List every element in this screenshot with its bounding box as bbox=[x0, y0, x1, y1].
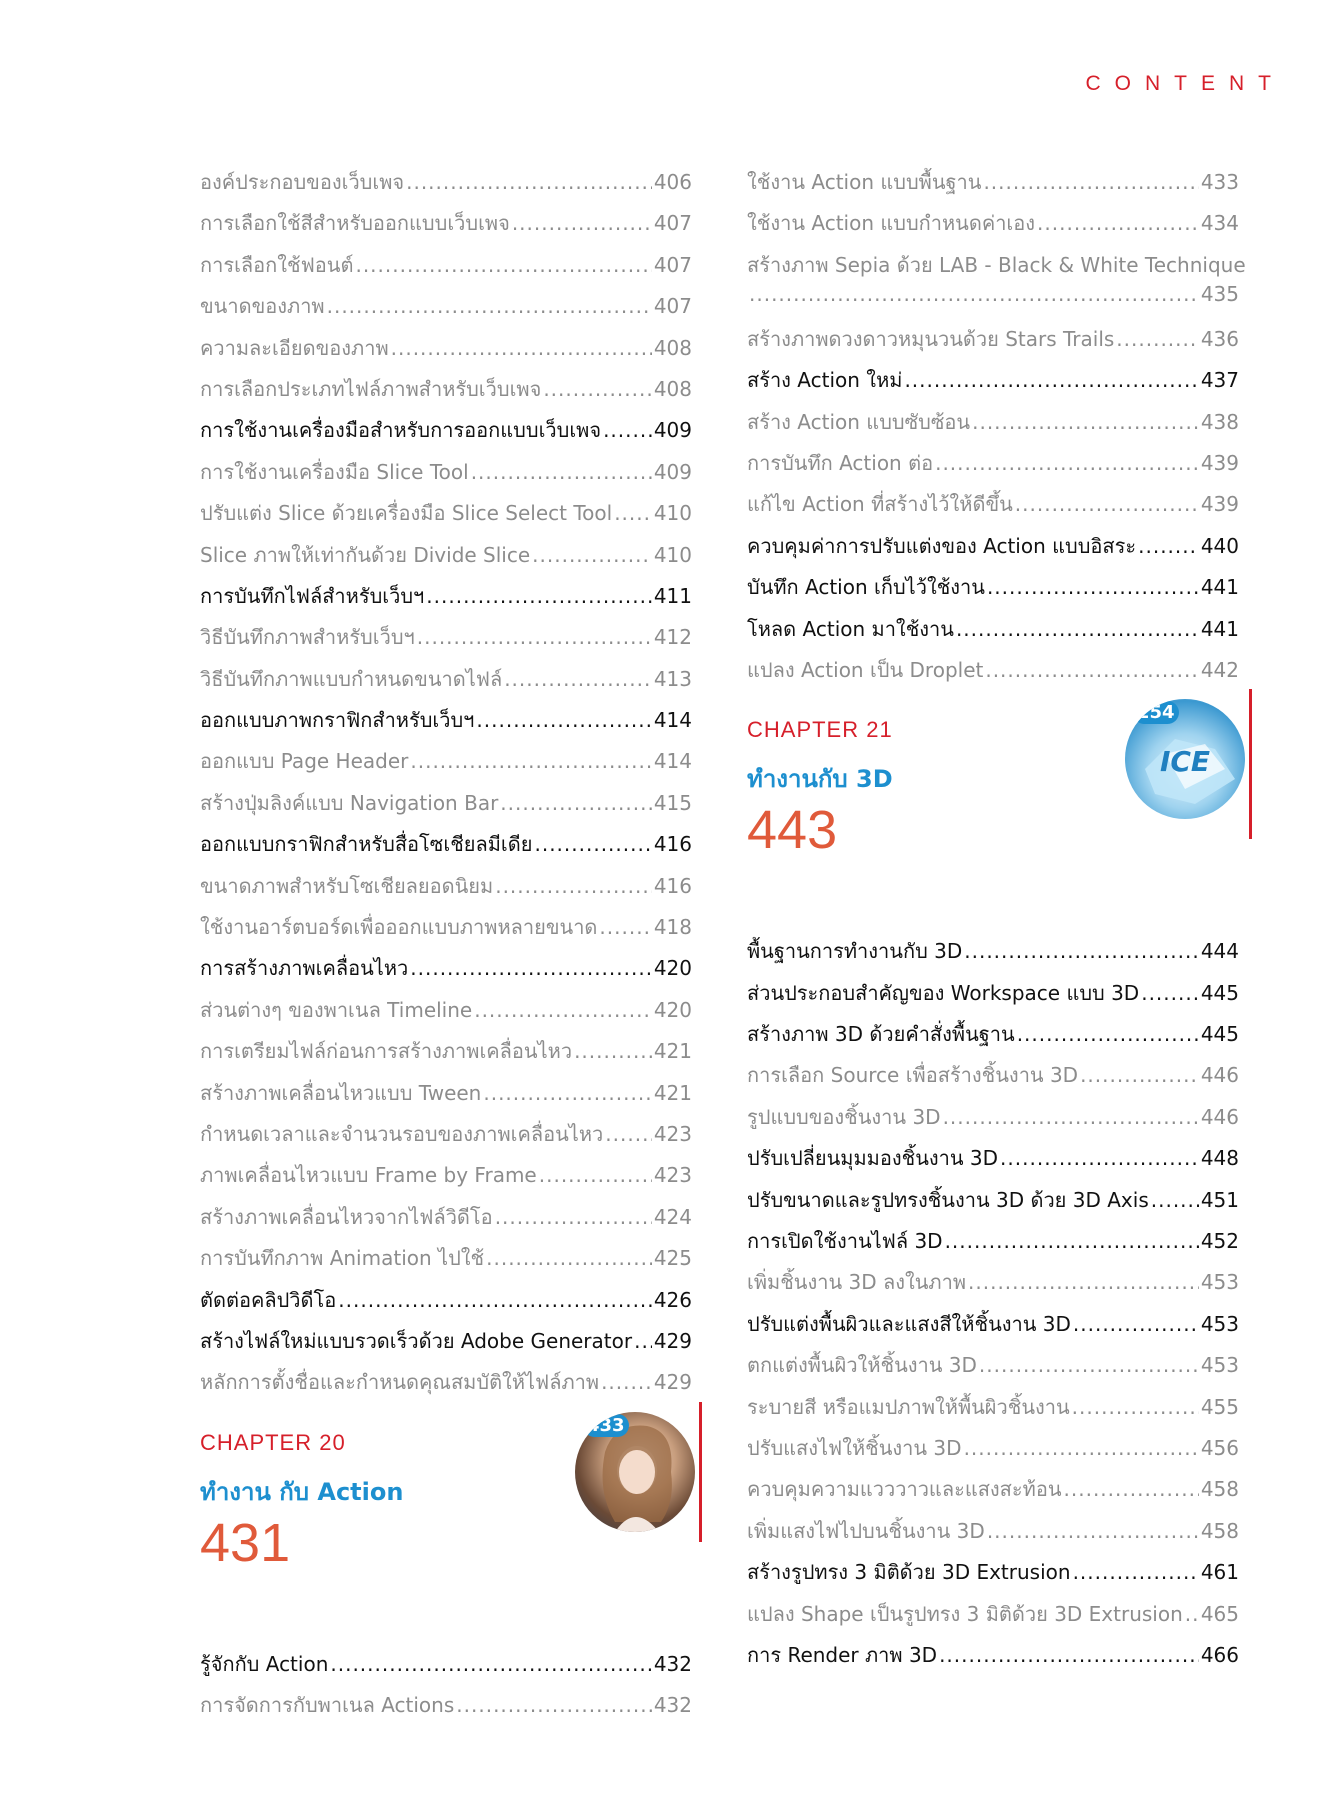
toc-entry-title: ปรับขนาดและรูปทรงชิ้นงาน 3D ด้วย 3D Axis bbox=[747, 1187, 1149, 1212]
toc-leader-dots bbox=[968, 1270, 1199, 1294]
toc-entry[interactable] bbox=[200, 290, 692, 331]
toc-column-left bbox=[200, 166, 692, 1731]
toc-leader-dots bbox=[512, 211, 652, 235]
toc-entry[interactable] bbox=[747, 1473, 1239, 1514]
toc-entry[interactable] bbox=[200, 1077, 692, 1118]
toc-entry-title: Slice ภาพให้เท่ากันด้วย Divide Slice bbox=[200, 542, 531, 567]
toc-entry-title: ใช้งานอาร์ตบอร์ดเพื่อออกแบบภาพหลายขนาด bbox=[200, 915, 598, 940]
toc-entry-page: 453 bbox=[1200, 1270, 1239, 1295]
toc-entry-title: วิธีบันทึกภาพสำหรับเว็บฯ bbox=[200, 625, 415, 650]
toc-leader-dots bbox=[987, 1519, 1199, 1543]
toc-entry-page: 455 bbox=[1200, 1394, 1239, 1419]
toc-entry-page: 465 bbox=[1200, 1601, 1239, 1626]
toc-entry[interactable] bbox=[200, 207, 692, 248]
toc-entry[interactable] bbox=[200, 249, 692, 290]
toc-entry-title: การ Render ภาพ 3D bbox=[747, 1642, 938, 1667]
toc-entry-title: ส่วนประกอบสำคัญของ Workspace แบบ 3D bbox=[747, 980, 1140, 1005]
toc-entry-page: 410 bbox=[653, 542, 692, 567]
toc-entry-title: สร้าง Action ใหม่ bbox=[747, 368, 903, 393]
toc-entry-title: ปรับแสงไฟให้ชิ้นงาน 3D bbox=[747, 1435, 962, 1460]
toc-entry-page: 413 bbox=[653, 666, 692, 691]
toc-leader-dots bbox=[987, 575, 1199, 599]
toc-entry-title: ขนาดภาพสำหรับโซเชียลยอดนิยม bbox=[200, 873, 494, 898]
toc-leader-dots bbox=[634, 1329, 652, 1353]
toc-entry-page: 414 bbox=[653, 708, 692, 733]
toc-entry-page: 410 bbox=[653, 501, 692, 526]
toc-entry[interactable] bbox=[747, 1266, 1239, 1307]
toc-entry[interactable] bbox=[747, 654, 1239, 695]
toc-entry-title: สร้างภาพเคลื่อนไหวจากไฟล์วิดีโอ bbox=[200, 1204, 493, 1229]
toc-entry[interactable] bbox=[747, 1308, 1239, 1349]
toc-entry-title: สร้าง Action แบบซับซ้อน bbox=[747, 409, 971, 434]
toc-entry-title: การบันทึก Action ต่อ bbox=[747, 450, 934, 475]
toc-entry[interactable] bbox=[200, 1242, 692, 1283]
toc-entry-page: 412 bbox=[653, 625, 692, 650]
chapter-page-number: 431 bbox=[200, 1512, 291, 1573]
toc-entry-title: บันทึก Action เก็บไว้ใช้งาน bbox=[747, 575, 985, 600]
toc-leader-dots bbox=[943, 1105, 1199, 1129]
chapter-page-number: 443 bbox=[747, 800, 838, 861]
toc-entry-page: 432 bbox=[653, 1651, 692, 1676]
toc-entry-page: 461 bbox=[1200, 1560, 1239, 1585]
toc-entry-title: ปรับเปลี่ยนมุมมองชิ้นงาน 3D bbox=[747, 1146, 999, 1171]
toc-leader-dots bbox=[410, 749, 651, 773]
toc-leader-dots bbox=[985, 658, 1198, 682]
toc-entry-title: เพิ่มแสงไฟไปบนชิ้นงาน 3D bbox=[747, 1518, 985, 1543]
toc-entry[interactable] bbox=[200, 456, 692, 497]
toc-entry[interactable] bbox=[200, 1648, 692, 1689]
toc-leader-dots bbox=[1064, 1477, 1199, 1501]
toc-entry-page: 408 bbox=[653, 335, 692, 360]
toc-entry-title: วิธีบันทึกภาพแบบกำหนดขนาดไฟล์ bbox=[200, 666, 503, 691]
toc-leader-dots bbox=[939, 1643, 1199, 1667]
toc-entry[interactable] bbox=[200, 1689, 692, 1730]
toc-leader-dots bbox=[1141, 981, 1199, 1005]
toc-leader-dots bbox=[355, 253, 651, 277]
toc-entry-page: 445 bbox=[1200, 1022, 1239, 1047]
toc-leader-dots bbox=[1037, 211, 1199, 235]
toc-entry[interactable] bbox=[200, 580, 692, 621]
toc-entry[interactable] bbox=[747, 571, 1239, 612]
toc-entry-title: สร้างภาพดวงดาวหมุนวนด้วย Stars Trails bbox=[747, 326, 1115, 351]
chapter-title: ทำงาน กับ Action bbox=[200, 1477, 404, 1506]
toc-leader-dots bbox=[327, 294, 652, 318]
toc-entry-page: 423 bbox=[653, 1121, 692, 1146]
toc-entry-page: 415 bbox=[653, 790, 692, 815]
toc-leader-dots bbox=[574, 1039, 652, 1063]
toc-leader-dots bbox=[1185, 1602, 1199, 1626]
toc-entry[interactable] bbox=[747, 1018, 1239, 1059]
toc-entry-title: ใช้งาน Action แบบพื้นฐาน bbox=[747, 170, 982, 194]
toc-entry-page: 456 bbox=[1200, 1435, 1239, 1460]
toc-entry-page: 448 bbox=[1200, 1146, 1239, 1171]
toc-entry-title: ออกแบบ Page Header bbox=[200, 749, 409, 774]
toc-entry[interactable] bbox=[747, 323, 1239, 364]
toc-entry-title: การเลือกประเภทไฟล์ภาพสำหรับเว็บเพจ bbox=[200, 376, 542, 401]
toc-entry-title: การเตรียมไฟล์ก่อนการสร้างภาพเคลื่อนไหว bbox=[200, 1039, 573, 1064]
toc-entry-title: การเลือกใช้สีสำหรับออกแบบเว็บเพจ bbox=[200, 211, 510, 236]
toc-leader-dots bbox=[1151, 1188, 1199, 1212]
toc-entry-title: การบันทึกไฟล์สำหรับเว็บฯ bbox=[200, 583, 425, 608]
toc-entry[interactable] bbox=[747, 613, 1239, 654]
toc-leader-dots bbox=[599, 915, 651, 939]
toc-entry-page: 420 bbox=[653, 997, 692, 1022]
toc-leader-dots bbox=[471, 460, 652, 484]
toc-entry-title: การเลือก Source เพื่อสร้างชิ้นงาน 3D bbox=[747, 1063, 1079, 1088]
toc-entry-title: การจัดการกับพาเนล Actions bbox=[200, 1693, 455, 1718]
toc-entry[interactable] bbox=[200, 952, 692, 993]
toc-entry-title: ส่วนต่างๆ ของพาเนล Timeline bbox=[200, 997, 473, 1022]
toc-entry-page: 435 bbox=[1200, 281, 1239, 306]
toc-entry-page: 407 bbox=[653, 252, 692, 277]
toc-entry-page: 414 bbox=[653, 749, 692, 774]
toc-entry[interactable] bbox=[200, 497, 692, 538]
toc-entry-title: หลักการตั้งชื่อและกำหนดคุณสมบัติให้ไฟล์ภาพ bbox=[200, 1370, 600, 1395]
toc-leader-dots bbox=[504, 667, 652, 691]
toc-leader-dots bbox=[614, 501, 652, 525]
toc-leader-dots bbox=[426, 584, 652, 608]
chapter-label: CHAPTER 20 bbox=[200, 1429, 346, 1455]
toc-entry-title: สร้างภาพ Sepia ด้วย LAB - Black & White Technique bbox=[747, 252, 1246, 277]
toc-entry-title: การสร้างภาพเคลื่อนไหว bbox=[200, 956, 409, 981]
toc-entry[interactable] bbox=[747, 935, 1239, 976]
toc-entry-title: แปลง Shape เป็นรูปทรง 3 มิติด้วย 3D Extrusion bbox=[747, 1601, 1183, 1626]
toc-entry[interactable] bbox=[200, 745, 692, 786]
toc-entry[interactable] bbox=[200, 704, 692, 745]
toc-entry[interactable] bbox=[200, 1118, 692, 1159]
toc-entry[interactable] bbox=[200, 539, 692, 580]
toc-entry-title: โหลด Action มาใช้งาน bbox=[747, 616, 954, 641]
toc-leader-dots bbox=[964, 1436, 1199, 1460]
toc-leader-dots bbox=[1116, 327, 1199, 351]
toc-leader-dots bbox=[500, 791, 652, 815]
toc-leader-dots bbox=[1080, 1063, 1199, 1087]
toc-leader-dots bbox=[486, 1246, 652, 1270]
toc-entry-page: 421 bbox=[653, 1080, 692, 1105]
toc-leader-dots bbox=[474, 998, 652, 1022]
toc-entry[interactable] bbox=[747, 249, 1246, 323]
toc-entry-page: 453 bbox=[1200, 1353, 1239, 1378]
page-badge: 433 bbox=[583, 1414, 629, 1437]
toc-entry[interactable] bbox=[200, 1325, 692, 1366]
toc-leader-dots bbox=[605, 1122, 652, 1146]
toc-entry-page: 425 bbox=[653, 1246, 692, 1271]
toc-entry-title: กำหนดเวลาและจำนวนรอบของภาพเคลื่อนไหว bbox=[200, 1121, 604, 1146]
toc-entry[interactable] bbox=[747, 406, 1239, 447]
toc-entry-title: ตัดต่อคลิปวิดีโอ bbox=[200, 1287, 337, 1312]
toc-entry-page: 453 bbox=[1200, 1311, 1239, 1336]
toc-entry-title: ควบคุมค่าการปรับแต่งของ Action แบบอิสระ bbox=[747, 533, 1137, 558]
toc-entry-page: 441 bbox=[1200, 616, 1239, 641]
toc-entry-page: 441 bbox=[1200, 575, 1239, 600]
toc-entry-page: 452 bbox=[1200, 1229, 1239, 1254]
toc-entry-page: 408 bbox=[653, 376, 692, 401]
toc-leader-dots bbox=[601, 1370, 652, 1394]
toc-entry-page: 444 bbox=[1200, 939, 1239, 964]
toc-entry-page: 429 bbox=[653, 1328, 692, 1353]
toc-entry-page: 423 bbox=[653, 1163, 692, 1188]
toc-entry-page: 416 bbox=[653, 832, 692, 857]
toc-entry[interactable] bbox=[747, 530, 1239, 571]
toc-entry[interactable] bbox=[747, 1639, 1239, 1680]
toc-leader-dots bbox=[956, 617, 1199, 641]
toc-entry-title: ปรับแต่ง Slice ด้วยเครื่องมือ Slice Select Tool bbox=[200, 501, 613, 526]
chapter-accent-line bbox=[699, 1402, 702, 1542]
toc-entry[interactable] bbox=[747, 1515, 1239, 1556]
toc-entry[interactable] bbox=[200, 663, 692, 704]
toc-entry[interactable] bbox=[747, 1349, 1239, 1390]
toc-entry[interactable] bbox=[747, 166, 1239, 207]
chapter-block-20 bbox=[200, 1408, 692, 1648]
toc-entry-page: 429 bbox=[653, 1370, 692, 1395]
toc-entry[interactable] bbox=[200, 911, 692, 952]
toc-entry-title: เพิ่มชิ้นงาน 3D ลงในภาพ bbox=[747, 1270, 967, 1295]
toc-entry-title: ควบคุมความแวววาวและแสงสะท้อน bbox=[747, 1477, 1062, 1502]
toc-leader-dots bbox=[979, 1353, 1199, 1377]
toc-entry-page: 446 bbox=[1200, 1104, 1239, 1129]
toc-leader-dots bbox=[539, 1163, 652, 1187]
toc-leader-dots bbox=[495, 874, 652, 898]
toc-entry-page: 446 bbox=[1200, 1063, 1239, 1088]
toc-entry-page: 442 bbox=[1200, 657, 1239, 682]
toc-entry[interactable] bbox=[200, 414, 692, 455]
toc-entry[interactable] bbox=[747, 447, 1239, 488]
toc-entry-title: สร้างปุ่มลิงค์แบบ Navigation Bar bbox=[200, 790, 499, 815]
toc-leader-dots bbox=[410, 956, 652, 980]
toc-entry-title: ออกแบบกราฟิกสำหรับสื่อโซเชียลมีเดีย bbox=[200, 832, 533, 857]
toc-entry-page: 458 bbox=[1200, 1518, 1239, 1543]
toc-leader-dots bbox=[417, 625, 652, 649]
toc-leader-dots bbox=[338, 1288, 652, 1312]
toc-entry-title: ออกแบบภาพกราฟิกสำหรับเว็บฯ bbox=[200, 708, 475, 733]
toc-entry-title: สร้างภาพ 3D ด้วยคำสั่งพื้นฐาน bbox=[747, 1022, 1015, 1047]
toc-entry[interactable] bbox=[747, 1391, 1239, 1432]
toc-entry[interactable] bbox=[747, 1225, 1239, 1266]
toc-entry[interactable] bbox=[747, 1142, 1239, 1183]
toc-entry-page: 409 bbox=[653, 418, 692, 443]
chapter-accent-line bbox=[1249, 689, 1252, 839]
toc-list bbox=[747, 935, 1239, 1680]
toc-entry-page: 440 bbox=[1200, 533, 1239, 558]
toc-entry[interactable] bbox=[747, 207, 1239, 248]
toc-entry[interactable] bbox=[747, 488, 1239, 529]
toc-leader-dots bbox=[532, 543, 652, 567]
toc-leader-dots bbox=[983, 170, 1198, 194]
toc-entry-page: 439 bbox=[1200, 450, 1239, 475]
toc-entry[interactable] bbox=[200, 1035, 692, 1076]
section-header: CONTENT bbox=[1085, 72, 1285, 95]
toc-entry-title: ขนาดของภาพ bbox=[200, 294, 325, 319]
toc-leader-dots bbox=[749, 282, 1199, 306]
toc-leader-dots bbox=[1073, 1560, 1199, 1584]
toc-entry[interactable] bbox=[200, 1366, 692, 1407]
toc-entry-page: 420 bbox=[653, 956, 692, 981]
toc-leader-dots bbox=[1015, 492, 1199, 516]
toc-leader-dots bbox=[330, 1652, 651, 1676]
toc-entry-title: ปรับแต่งพื้นผิวและแสงสีให้ชิ้นงาน 3D bbox=[747, 1311, 1071, 1336]
toc-entry-page: 406 bbox=[653, 170, 692, 194]
toc-entry[interactable] bbox=[747, 1184, 1239, 1225]
toc-entry-page: 458 bbox=[1200, 1477, 1239, 1502]
toc-entry-page: 466 bbox=[1200, 1642, 1239, 1667]
chapter-block-21 bbox=[747, 695, 1239, 935]
toc-entry[interactable] bbox=[200, 166, 692, 207]
toc-entry[interactable] bbox=[747, 1432, 1239, 1473]
toc-entry-title: การใช้งานเครื่องมือ Slice Tool bbox=[200, 459, 469, 484]
toc-entry[interactable] bbox=[747, 364, 1239, 405]
toc-leader-dots bbox=[904, 368, 1198, 392]
toc-leader-dots bbox=[1138, 534, 1199, 558]
toc-leader-dots bbox=[483, 1081, 651, 1105]
toc-entry[interactable] bbox=[200, 621, 692, 662]
toc-entry-page: 438 bbox=[1200, 409, 1239, 434]
toc-entry-title: แก้ไข Action ที่สร้างไว้ให้ดีขึ้น bbox=[747, 492, 1013, 517]
toc-entry-page: 407 bbox=[653, 211, 692, 236]
toc-entry-page: 421 bbox=[653, 1039, 692, 1064]
toc-entry[interactable] bbox=[200, 1201, 692, 1242]
toc-entry-title: สร้างไฟล์ใหม่แบบรวดเร็วด้วย Adobe Generator bbox=[200, 1328, 633, 1353]
svg-text:ICE: ICE bbox=[1159, 745, 1211, 779]
toc-entry-title: แปลง Action เป็น Droplet bbox=[747, 657, 984, 682]
toc-entry-page: 426 bbox=[653, 1287, 692, 1312]
toc-entry-title: การเลือกใช้ฟอนต์ bbox=[200, 252, 354, 277]
toc-entry-page: 434 bbox=[1200, 211, 1239, 236]
toc-entry-page: 418 bbox=[653, 915, 692, 940]
toc-entry[interactable] bbox=[747, 1101, 1239, 1142]
toc-entry-page: 451 bbox=[1200, 1187, 1239, 1212]
toc-entry-title: ความละเอียดของภาพ bbox=[200, 335, 389, 360]
toc-leader-dots bbox=[603, 418, 652, 442]
toc-entry-page: 439 bbox=[1200, 492, 1239, 517]
toc-leader-dots bbox=[406, 170, 652, 194]
toc-leader-dots bbox=[964, 939, 1199, 963]
toc-entry[interactable] bbox=[200, 332, 692, 373]
toc-entry-page: 407 bbox=[653, 294, 692, 319]
toc-entry-title: องค์ประกอบของเว็บเพจ bbox=[200, 170, 405, 194]
toc-leader-dots bbox=[1072, 1395, 1199, 1419]
toc-leader-dots bbox=[935, 451, 1199, 475]
toc-entry-page: 424 bbox=[653, 1204, 692, 1229]
toc-leader-dots bbox=[945, 1229, 1199, 1253]
toc-entry-title: การบันทึกภาพ Animation ไปใช้ bbox=[200, 1246, 485, 1271]
toc-entry-page: 411 bbox=[653, 583, 692, 608]
toc-entry-title: รูปแบบของชิ้นงาน 3D bbox=[747, 1104, 941, 1129]
toc-leader-dots bbox=[495, 1205, 652, 1229]
toc-leader-dots bbox=[456, 1693, 652, 1717]
toc-leader-dots bbox=[1073, 1312, 1199, 1336]
chapter-thumbnail bbox=[1125, 699, 1245, 819]
toc-entry[interactable] bbox=[200, 828, 692, 869]
toc-leader-dots bbox=[543, 377, 652, 401]
toc-entry-page: 433 bbox=[1200, 170, 1239, 194]
toc-entry[interactable] bbox=[200, 1159, 692, 1200]
toc-entry[interactable] bbox=[200, 787, 692, 828]
toc-leader-dots bbox=[391, 336, 652, 360]
toc-entry-page: 436 bbox=[1200, 326, 1239, 351]
toc-entry[interactable] bbox=[200, 373, 692, 414]
toc-entry-page: 445 bbox=[1200, 980, 1239, 1005]
toc-entry-title: พื้นฐานการทำงานกับ 3D bbox=[747, 939, 963, 964]
chapter-label: CHAPTER 21 bbox=[747, 717, 893, 743]
toc-entry-title: ภาพเคลื่อนไหวแบบ Frame by Frame bbox=[200, 1163, 537, 1188]
page-badge: 254 bbox=[1133, 701, 1179, 724]
toc-entry-title: ระบายสี หรือแมปภาพให้พื้นผิวชิ้นงาน bbox=[747, 1394, 1070, 1419]
toc-entry-title: ใช้งาน Action แบบกำหนดค่าเอง bbox=[747, 211, 1036, 236]
toc-leader-dots bbox=[476, 708, 651, 732]
toc-entry-title: การเปิดใช้งานไฟล์ 3D bbox=[747, 1229, 943, 1254]
toc-list bbox=[200, 1648, 692, 1731]
toc-entry[interactable] bbox=[747, 977, 1239, 1018]
toc-entry[interactable] bbox=[747, 1598, 1239, 1639]
toc-column-right bbox=[747, 166, 1246, 1680]
toc-entry[interactable] bbox=[200, 994, 692, 1035]
toc-entry[interactable] bbox=[747, 1556, 1239, 1597]
toc-entry-page: 432 bbox=[653, 1693, 692, 1718]
toc-entry-title: รู้จักกับ Action bbox=[200, 1651, 329, 1676]
toc-leader-dots bbox=[972, 410, 1199, 434]
chapter-thumbnail bbox=[575, 1412, 695, 1532]
chapter-title: ทำงานกับ 3D bbox=[747, 765, 893, 794]
toc-leader-dots bbox=[1017, 1022, 1199, 1046]
toc-list bbox=[747, 166, 1246, 695]
toc-entry-page: 409 bbox=[653, 459, 692, 484]
toc-entry-title: สร้างภาพเคลื่อนไหวแบบ Tween bbox=[200, 1080, 482, 1105]
toc-entry-title: การใช้งานเครื่องมือสำหรับการออกแบบเว็บเพจ bbox=[200, 418, 602, 443]
toc-entry[interactable] bbox=[747, 1059, 1239, 1100]
toc-entry-page: 437 bbox=[1200, 368, 1239, 393]
toc-entry-page: 416 bbox=[653, 873, 692, 898]
toc-entry[interactable] bbox=[200, 870, 692, 911]
toc-list bbox=[200, 166, 692, 1408]
toc-entry-title: ตกแต่งพื้นผิวให้ชิ้นงาน 3D bbox=[747, 1353, 977, 1378]
toc-leader-dots bbox=[1000, 1146, 1199, 1170]
toc-entry-title: สร้างรูปทรง 3 มิติด้วย 3D Extrusion bbox=[747, 1560, 1071, 1585]
toc-leader-dots bbox=[534, 832, 651, 856]
toc-entry[interactable] bbox=[200, 1284, 692, 1325]
